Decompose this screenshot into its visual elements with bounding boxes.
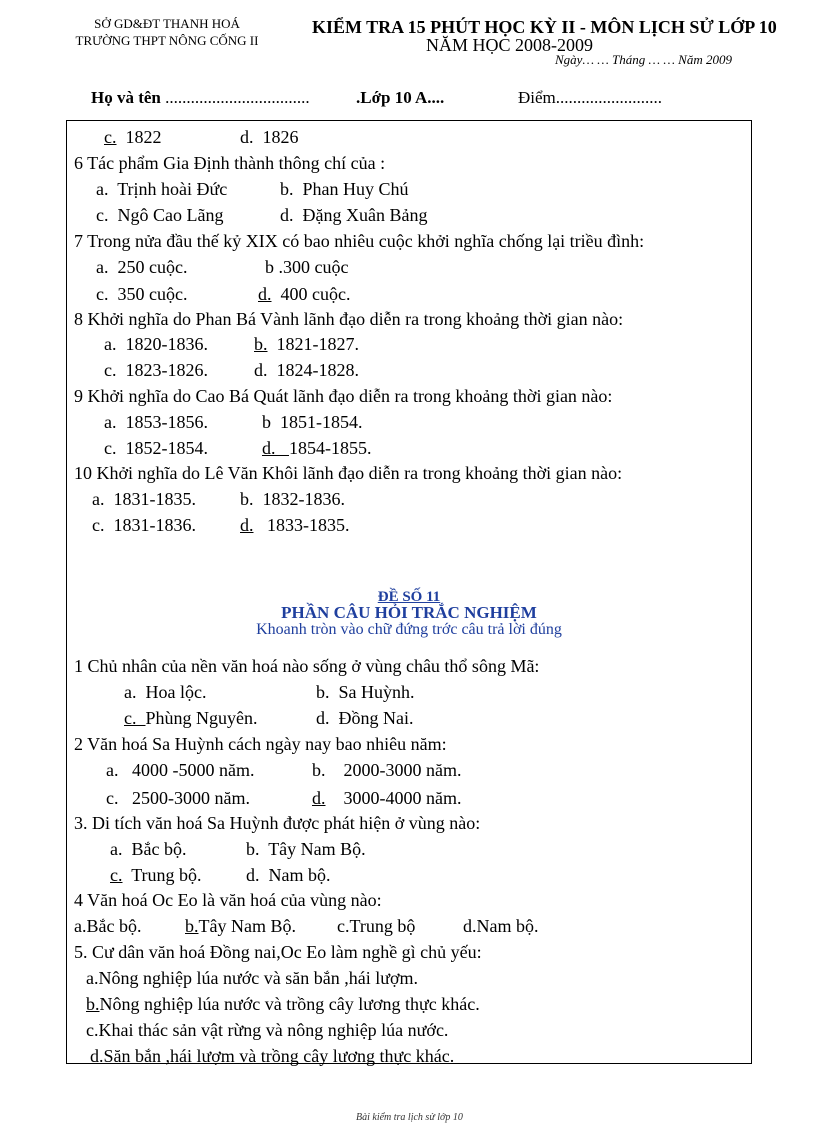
exam-date: Ngày… … Tháng … … Năm 2009: [555, 52, 732, 67]
question-7: 7 Trong nửa đầu thế kỷ XIX có bao nhiêu cuộc khởi nghĩa chống lại triều đình:: [74, 231, 645, 251]
section-title: PHẦN CÂU HỎI TRẮC NGHIỆM: [281, 603, 537, 622]
option-p2-q3-c[interactable]: c. Trung bộ.: [110, 865, 202, 885]
option-p2-q3-d[interactable]: d. Nam bộ.: [246, 865, 331, 885]
option-q9-c[interactable]: c. 1852-1854.: [104, 438, 208, 458]
option-q8-a[interactable]: a. 1820-1836.: [104, 334, 208, 354]
option-p2-q2-a[interactable]: a. 4000 -5000 năm.: [106, 760, 255, 780]
option-q10-d[interactable]: d. 1833-1835.: [240, 515, 350, 535]
section-instruction: Khoanh tròn vào chữ đứng trớc câu trả lời đúng: [256, 621, 562, 638]
option-p2-q4-b[interactable]: b.Tây Nam Bộ.: [185, 916, 296, 936]
question-p2-2: 2 Văn hoá Sa Huỳnh cách ngày nay bao nhiêu năm:: [74, 734, 447, 754]
score-field[interactable]: [518, 88, 662, 108]
option-letter: d.: [240, 127, 254, 147]
option-p2-q3-b[interactable]: b. Tây Nam Bộ.: [246, 839, 366, 859]
option-text: 1822: [125, 127, 162, 147]
question-p2-1: 1 Chủ nhân của nền văn hoá nào sống ở vùng châu thổ sông Mã:: [74, 656, 540, 676]
option-q7-a[interactable]: a. 250 cuộc.: [96, 257, 188, 277]
question-p2-4: 4 Văn hoá Oc Eo là văn hoá của vùng nào:: [74, 890, 382, 910]
school-name: TRƯỜNG THPT NÔNG CỐNG II: [75, 33, 259, 48]
option-letter: c.: [104, 127, 117, 147]
option-q9-d[interactable]: d. 1854-1855.: [262, 438, 372, 458]
student-name-field[interactable]: [91, 88, 310, 108]
option-q7-d[interactable]: d. 400 cuộc.: [258, 284, 351, 304]
option-q7-b[interactable]: b .300 cuộc: [265, 257, 349, 277]
option-p2-q4-d[interactable]: d.Nam bộ.: [463, 916, 539, 936]
option-text: 1826: [262, 127, 299, 147]
option-q8-d[interactable]: d. 1824-1828.: [254, 360, 359, 380]
option-q6-a[interactable]: a. Trịnh hoài Đức: [96, 179, 228, 199]
option-q10-b[interactable]: b. 1832-1836.: [240, 489, 345, 509]
option-q5-d: [240, 126, 299, 148]
score-label: Điểm: [518, 88, 556, 107]
option-q10-c[interactable]: c. 1831-1836.: [92, 515, 196, 535]
name-label: Họ và tên: [91, 88, 161, 107]
exam-title: KIỂM TRA 15 PHÚT HỌC KỲ II - MÔN LỊCH SỬ LỚP 10: [312, 17, 777, 37]
score-dots: .........................: [555, 88, 663, 107]
option-p2-q5-c[interactable]: c.Khai thác sản vật rừng và nông nghiệp lúa nước.: [86, 1020, 449, 1040]
option-q5-c: [104, 126, 162, 148]
page-footer: Bài kiểm tra lịch sử lớp 10: [356, 1112, 463, 1123]
option-q9-b[interactable]: b 1851-1854.: [262, 412, 363, 432]
option-p2-q2-c[interactable]: c. 2500-3000 năm.: [106, 788, 250, 808]
option-p2-q5-b[interactable]: b.Nông nghiệp lúa nước và trồng cây lương thực khác.: [86, 994, 480, 1014]
option-q8-c[interactable]: c. 1823-1826.: [104, 360, 208, 380]
option-q8-b[interactable]: b. 1821-1827.: [254, 334, 359, 354]
option-q7-c[interactable]: c. 350 cuộc.: [96, 284, 188, 304]
option-p2-q1-a[interactable]: a. Hoa lộc.: [124, 682, 207, 702]
option-p2-q4-a[interactable]: a.Bắc bộ.: [74, 916, 142, 936]
option-p2-q1-d[interactable]: d. Đồng Nai.: [316, 708, 414, 728]
option-p2-q2-b[interactable]: b. 2000-3000 năm.: [312, 760, 462, 780]
section-number: ĐỀ SỐ 11: [377, 589, 441, 605]
class-field[interactable]: .Lớp 10 A....: [356, 88, 445, 107]
question-6: 6 Tác phẩm Gia Định thành thông chí của :: [74, 153, 386, 173]
option-q6-b[interactable]: b. Phan Huy Chú: [280, 179, 409, 199]
option-p2-q2-d[interactable]: d. 3000-4000 năm.: [312, 788, 462, 808]
option-p2-q5-d[interactable]: d.Săn bắn ,hái lượm và trồng cây lương thực khác.: [90, 1046, 455, 1066]
option-p2-q1-b[interactable]: b. Sa Huỳnh.: [316, 682, 415, 702]
question-10: 10 Khởi nghĩa do Lê Văn Khôi lãnh đạo diễn ra trong khoảng thời gian nào:: [74, 463, 623, 483]
question-p2-5: 5. Cư dân văn hoá Đồng nai,Oc Eo làm nghề gì chủ yếu:: [74, 942, 482, 962]
school-year: NĂM HỌC 2008-2009: [426, 35, 594, 55]
option-p2-q3-a[interactable]: a. Bắc bộ.: [110, 839, 187, 859]
option-q6-c[interactable]: c. Ngô Cao Lãng: [96, 205, 224, 225]
question-p2-3: 3. Di tích văn hoá Sa Huỳnh được phát hiện ở vùng nào:: [74, 813, 481, 833]
department-name: SỞ GD&ĐT THANH HOÁ: [94, 16, 240, 31]
name-dots: ..................................: [160, 88, 310, 107]
option-q6-d[interactable]: d. Đặng Xuân Bảng: [280, 205, 428, 225]
option-p2-q1-c[interactable]: c. Phùng Nguyên.: [124, 708, 258, 728]
option-p2-q5-a[interactable]: a.Nông nghiệp lúa nước và săn bắn ,hái lượm.: [86, 968, 418, 988]
question-8: 8 Khởi nghĩa do Phan Bá Vành lãnh đạo diễn ra trong khoảng thời gian nào:: [74, 309, 624, 329]
option-q9-a[interactable]: a. 1853-1856.: [104, 412, 208, 432]
option-p2-q4-c[interactable]: c.Trung bộ: [337, 916, 416, 936]
question-9: 9 Khởi nghĩa do Cao Bá Quát lãnh đạo diễn ra trong khoảng thời gian nào:: [74, 386, 613, 406]
option-q10-a[interactable]: a. 1831-1835.: [92, 489, 196, 509]
